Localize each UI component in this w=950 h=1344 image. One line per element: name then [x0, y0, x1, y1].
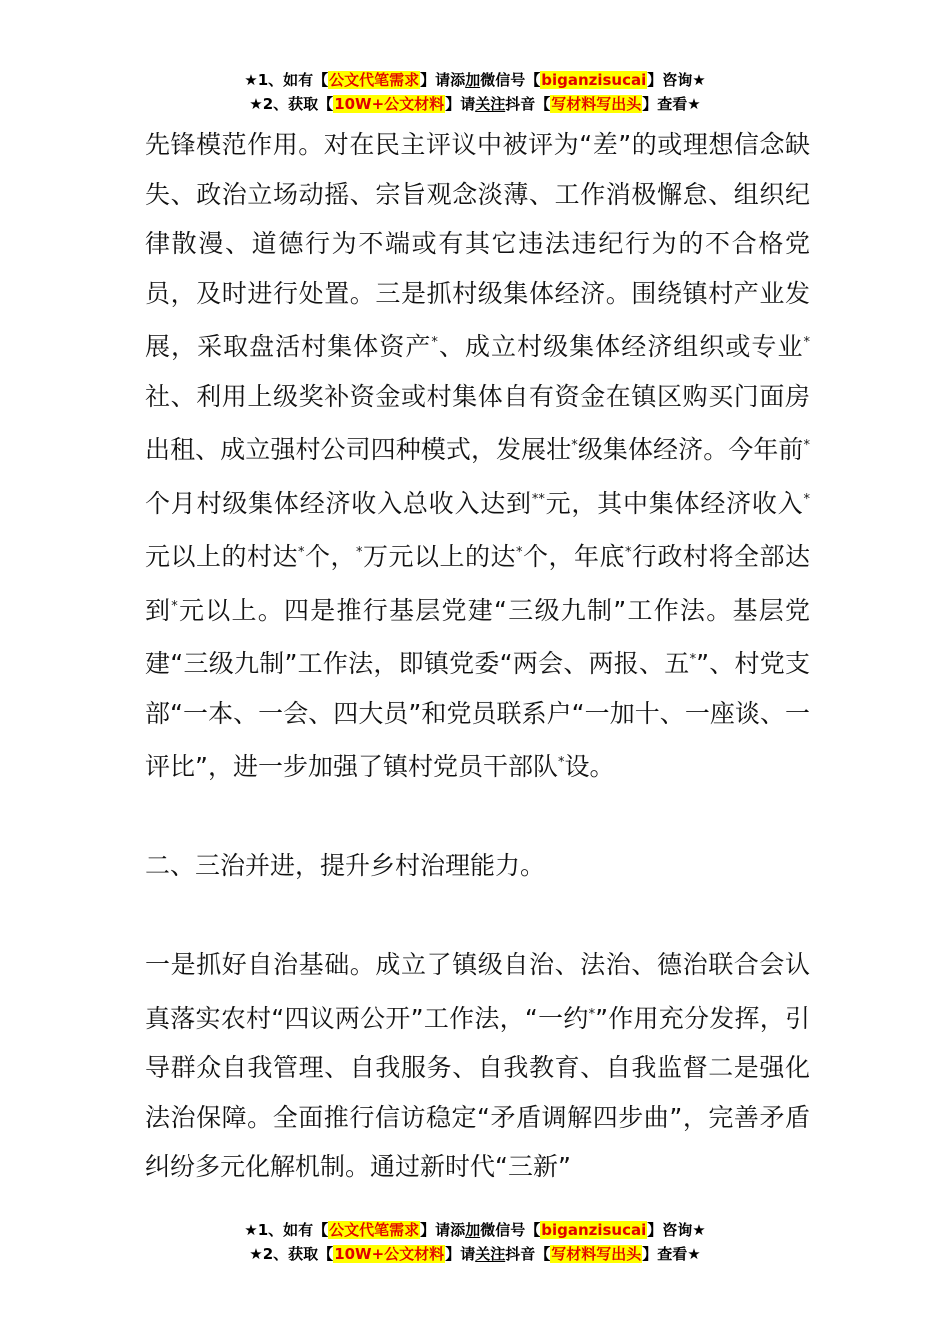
banner-line-1: ★1、如有【公文代笔需求】请添加微信号【biganzisucai】咨询★: [244, 71, 706, 89]
paragraph: 一是抓好自治基础。成立了镇级自治、法治、德治联合会认真落实农村“四议两公开”工作法，“一约*”作用充分发挥，引导群众自我管理、自我服务、自我教育、自我监督二是强化法治保障。全面推行信访稳定“矛盾调解四步曲”，完善矛盾纠纷多元化解机制。通过新时代“三新”: [145, 950, 810, 1181]
banner-line-2: ★2、获取【10W+公文材料】请关注抖音【写材料写出头】查看★: [249, 1245, 701, 1263]
highlight-wechat-id: biganzisucai: [541, 1221, 647, 1239]
highlight-service: 公文代笔需求: [329, 71, 420, 89]
footer-banner: [0, 1218, 950, 1266]
header-banner: [0, 68, 950, 116]
highlight-douyin: 写材料写出头: [551, 95, 642, 113]
highlight-douyin: 写材料写出头: [551, 1245, 642, 1263]
paragraph-gap: [145, 891, 810, 941]
highlight-service: 公文代笔需求: [329, 1221, 420, 1239]
section-heading: 二、三治并进，提升乡村治理能力。: [145, 851, 546, 880]
banner-line-2: ★2、获取【10W+公文材料】请关注抖音【写材料写出头】查看★: [249, 95, 701, 113]
paragraph: 先锋模范作用。对在民主评议中被评为“差”的或理想信念缺失、政治立场动摇、宗旨观念淡薄、工作消极懈怠、组织纪律散漫、道德行为不端或有其它违法违纪行为的不合格党员，及时进行处置。三是抓村级集体经济。围绕镇村产业发展，采取盘活村集体资产*、成立村级集体经济组织或专业*社、利用上级奖补资金或村集体自有资金在镇区购买门面房出租、成立强村公司四种模式，发展壮*级集体经济。今年前*个月村级集体经济收入总收入达到**元，其中集体经济收入*元以上的村达*个，*万元以上的达*个，年底*行政村将全部达到*元以上。四是推行基层党建“三级九制”工作法。基层党建“三级九制”工作法，即镇党委“两会、两报、五*”、村党支部“一本、一会、四大员”和党员联系户“一加十、一座谈、一评比”，进一步加强了镇村党员干部队*设。: [145, 130, 811, 781]
document-body: [145, 120, 810, 1192]
paragraph-gap: [145, 792, 810, 842]
highlight-wechat-id: biganzisucai: [541, 71, 647, 89]
highlight-materials: 10W+公文材料: [334, 95, 445, 113]
banner-line-1: ★1、如有【公文代笔需求】请添加微信号【biganzisucai】咨询★: [244, 1221, 706, 1239]
highlight-materials: 10W+公文材料: [334, 1245, 445, 1263]
